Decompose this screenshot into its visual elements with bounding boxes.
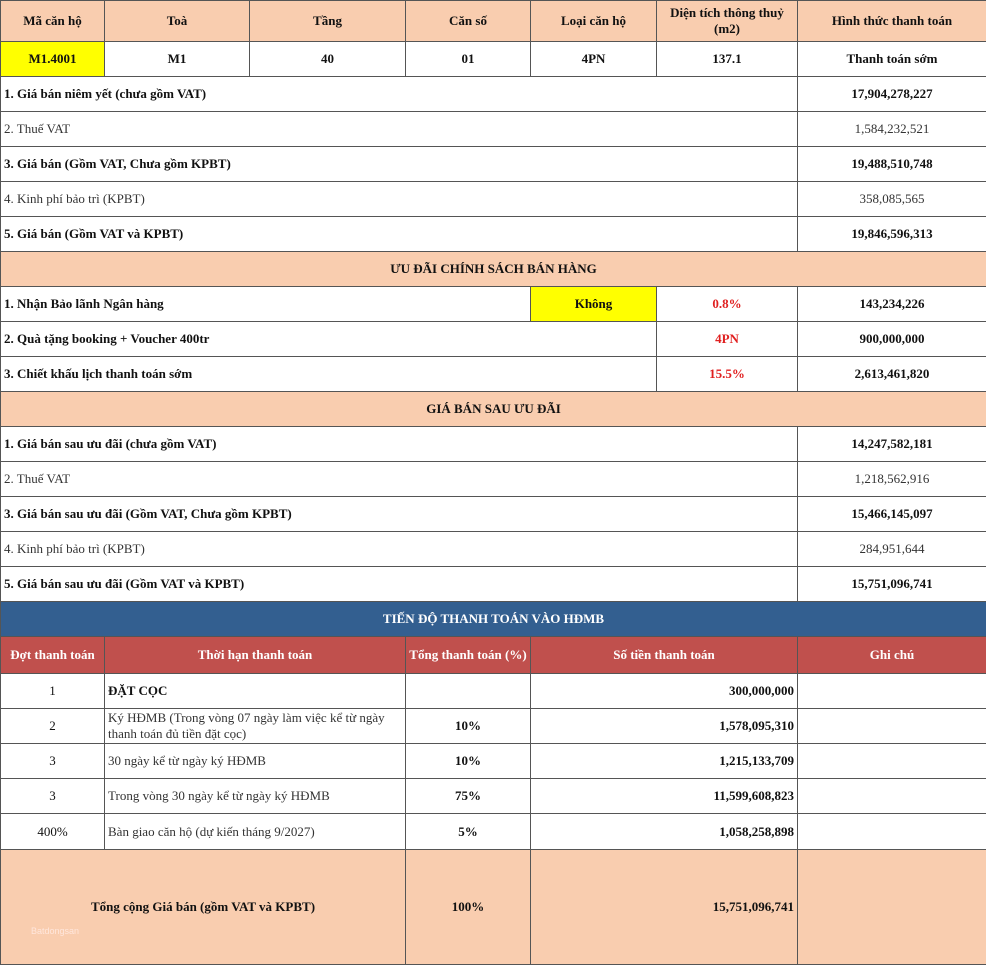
price-value: 19,488,510,748	[798, 147, 986, 182]
after-row	[1, 567, 986, 602]
after-value: 284,951,644	[798, 532, 986, 567]
schedule-col-pct: Tổng thanh toán (%)	[406, 637, 531, 674]
schedule-row	[1, 709, 986, 744]
watermark: Batdongsan	[31, 926, 79, 936]
schedule-pct: 10%	[406, 744, 531, 779]
promo-value: 143,234,226	[798, 287, 986, 322]
schedule-total-amount: 15,751,096,741	[531, 850, 798, 965]
schedule-total-pct: 100%	[406, 850, 531, 965]
header-row	[1, 1, 986, 42]
header-tower: Toà	[105, 1, 250, 42]
schedule-amount: 300,000,000	[531, 674, 798, 709]
promo-row	[1, 322, 986, 357]
header-number: Căn số	[406, 1, 531, 42]
promo-rate: 4PN	[657, 322, 798, 357]
after-value: 1,218,562,916	[798, 462, 986, 497]
after-label: 1. Giá bán sau ưu đãi (chưa gồm VAT)	[1, 427, 798, 462]
schedule-col-term: Thời hạn thanh toán	[105, 637, 406, 674]
price-label: 1. Giá bán niêm yết (chưa gồm VAT)	[1, 77, 798, 112]
after-row	[1, 497, 986, 532]
schedule-total-label	[1, 850, 406, 965]
price-row	[1, 77, 986, 112]
after-row	[1, 462, 986, 497]
schedule-row	[1, 779, 986, 814]
schedule-stage: 3	[1, 744, 105, 779]
unit-row	[1, 42, 986, 77]
after-value: 15,751,096,741	[798, 567, 986, 602]
schedule-term: Ký HĐMB (Trong vòng 07 ngày làm việc kể từ ngày thanh toán đủ tiền đặt cọc)	[105, 709, 406, 744]
schedule-row	[1, 744, 986, 779]
price-label: 5. Giá bán (Gồm VAT và KPBT)	[1, 217, 798, 252]
after-value: 14,247,582,181	[798, 427, 986, 462]
price-row	[1, 112, 986, 147]
unit-floor: 40	[250, 42, 406, 77]
schedule-amount: 1,578,095,310	[531, 709, 798, 744]
promo-value: 900,000,000	[798, 322, 986, 357]
promo-row	[1, 287, 986, 322]
after-title-row	[1, 392, 986, 427]
unit-number: 01	[406, 42, 531, 77]
schedule-row	[1, 674, 986, 709]
promo-label: 2. Quà tặng booking + Voucher 400tr	[1, 322, 657, 357]
price-label: 3. Giá bán (Gồm VAT, Chưa gồm KPBT)	[1, 147, 798, 182]
header-type: Loại căn hộ	[531, 1, 657, 42]
promo-title-row	[1, 252, 986, 287]
unit-tower: M1	[105, 42, 250, 77]
schedule-note	[798, 674, 986, 709]
price-value: 19,846,596,313	[798, 217, 986, 252]
price-row	[1, 217, 986, 252]
schedule-note	[798, 709, 986, 744]
schedule-term: ĐẶT CỌC	[105, 674, 406, 709]
schedule-term: 30 ngày kể từ ngày ký HĐMB	[105, 744, 406, 779]
schedule-stage: 400%	[1, 814, 105, 850]
promo-title: ƯU ĐÃI CHÍNH SÁCH BÁN HÀNG	[1, 252, 986, 287]
promo-label: 3. Chiết khấu lịch thanh toán sớm	[1, 357, 657, 392]
schedule-col-note: Ghi chú	[798, 637, 986, 674]
price-label: 2. Thuế VAT	[1, 112, 798, 147]
schedule-note	[798, 814, 986, 850]
promo-rate: 0.8%	[657, 287, 798, 322]
schedule-note	[798, 744, 986, 779]
after-title: GIÁ BÁN SAU ƯU ĐÃI	[1, 392, 986, 427]
unit-payment-form: Thanh toán sớm	[798, 42, 986, 77]
promo-rate: 15.5%	[657, 357, 798, 392]
schedule-amount: 11,599,608,823	[531, 779, 798, 814]
schedule-pct: 75%	[406, 779, 531, 814]
schedule-amount: 1,058,258,898	[531, 814, 798, 850]
schedule-stage: 3	[1, 779, 105, 814]
promo-label: 1. Nhận Bảo lãnh Ngân hàng	[1, 287, 531, 322]
schedule-amount: 1,215,133,709	[531, 744, 798, 779]
schedule-pct	[406, 674, 531, 709]
price-value: 358,085,565	[798, 182, 986, 217]
after-label: 2. Thuế VAT	[1, 462, 798, 497]
schedule-header-row	[1, 637, 986, 674]
header-code: Mã căn hộ	[1, 1, 105, 42]
price-value: 1,584,232,521	[798, 112, 986, 147]
schedule-row	[1, 814, 986, 850]
schedule-pct: 10%	[406, 709, 531, 744]
after-label: 3. Giá bán sau ưu đãi (Gồm VAT, Chưa gồm KPBT)	[1, 497, 798, 532]
after-row	[1, 427, 986, 462]
after-label: 5. Giá bán sau ưu đãi (Gồm VAT và KPBT)	[1, 567, 798, 602]
price-value: 17,904,278,227	[798, 77, 986, 112]
schedule-total-note	[798, 850, 986, 965]
schedule-col-stage: Đợt thanh toán	[1, 637, 105, 674]
promo-option: Không	[531, 287, 657, 322]
promo-value: 2,613,461,820	[798, 357, 986, 392]
unit-area: 137.1	[657, 42, 798, 77]
schedule-pct: 5%	[406, 814, 531, 850]
schedule-total-row	[1, 850, 986, 965]
unit-type: 4PN	[531, 42, 657, 77]
price-label: 4. Kinh phí bảo trì (KPBT)	[1, 182, 798, 217]
schedule-title: TIẾN ĐỘ THANH TOÁN VÀO HĐMB	[1, 602, 986, 637]
schedule-stage: 1	[1, 674, 105, 709]
promo-row	[1, 357, 986, 392]
price-row	[1, 147, 986, 182]
schedule-note	[798, 779, 986, 814]
schedule-term: Trong vòng 30 ngày kể từ ngày ký HĐMB	[105, 779, 406, 814]
unit-code: M1.4001	[1, 42, 105, 77]
header-payment-form: Hình thức thanh toán	[798, 1, 986, 42]
schedule-title-row	[1, 602, 986, 637]
after-value: 15,466,145,097	[798, 497, 986, 532]
price-row	[1, 182, 986, 217]
schedule-total-label-text: Tổng cộng Giá bán (gồm VAT và KPBT)	[91, 899, 315, 914]
schedule-col-amount: Số tiền thanh toán	[531, 637, 798, 674]
header-area: Diện tích thông thuỷ (m2)	[657, 1, 798, 42]
after-row	[1, 532, 986, 567]
after-label: 4. Kinh phí bảo trì (KPBT)	[1, 532, 798, 567]
schedule-term: Bàn giao căn hộ (dự kiến tháng 9/2027)	[105, 814, 406, 850]
header-floor: Tầng	[250, 1, 406, 42]
schedule-stage: 2	[1, 709, 105, 744]
